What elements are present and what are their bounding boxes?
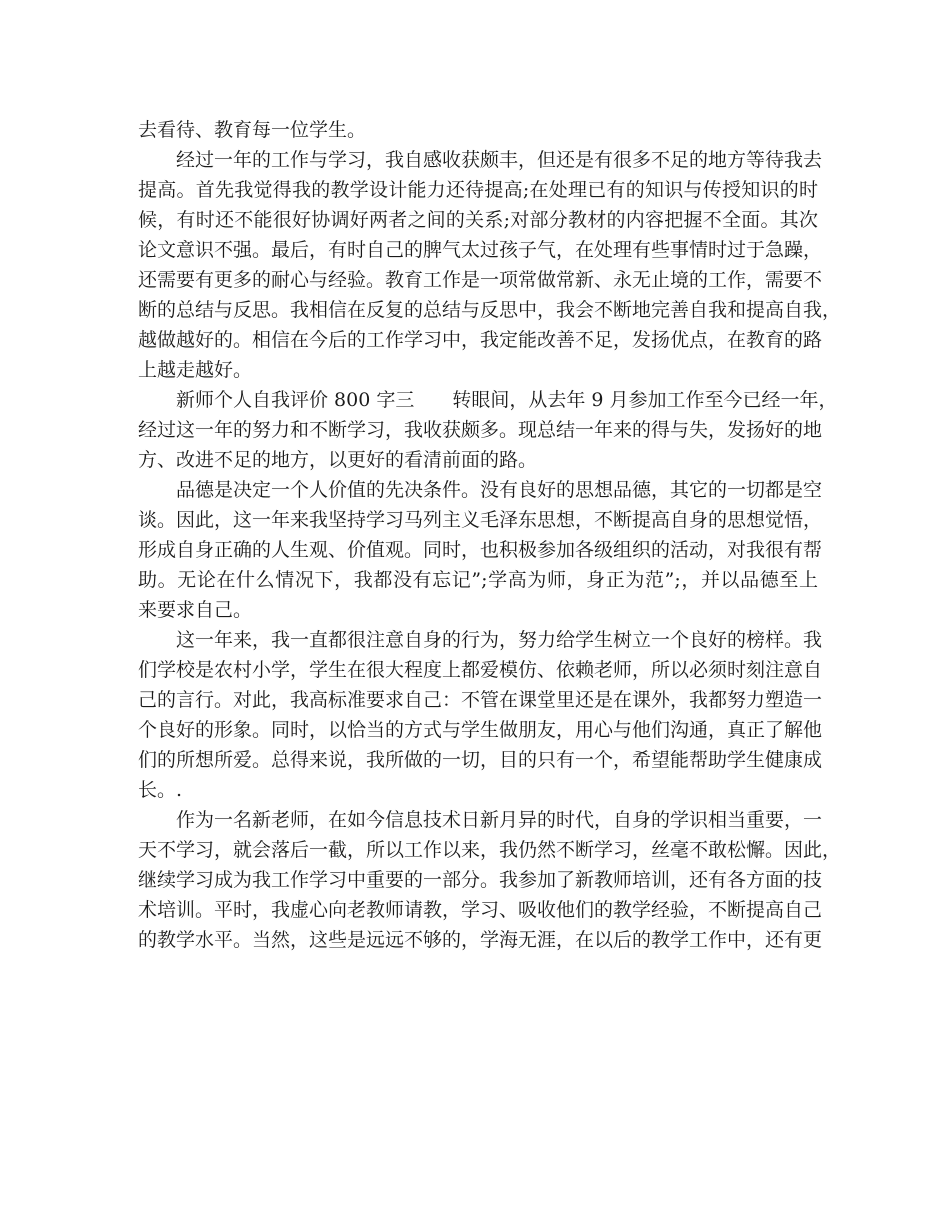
text-line: 们学校是农村小学，学生在很大程度上都爱模仿、依赖老师，所以必须时刻注意自 (138, 659, 823, 681)
text-line: 这一年来，我一直都很注意自身的行为，努力给学生树立一个良好的榜样。我 (176, 629, 823, 651)
paragraph-6 (138, 805, 842, 955)
paragraph-5 (138, 625, 823, 805)
text-line: 方、改进不足的地方，以更好的看清前面的路。 (138, 449, 538, 471)
text-line: 天不学习，就会落后一截，所以工作以来，我仍然不断学习，丝毫不敢松懈。因此， (138, 839, 842, 861)
text-line: 断的总结与反思。我相信在反复的总结与反思中，我会不断地完善自我和提高自我， (138, 299, 842, 321)
text-line: 继续学习成为我工作学习中重要的一部分。我参加了新教师培训，还有各方面的技 (138, 869, 823, 891)
paragraph-1 (138, 115, 818, 145)
text-line: 们的所想所爱。总得来说，我所做的一切，目的只有一个，希望能帮助学生健康成 (138, 749, 823, 771)
text-line: 来要求自己。 (138, 599, 253, 621)
text-line: 上越走越好。 (138, 359, 253, 381)
text-line: 作为一名新老师，在如今信息技术日新月异的时代，自身的学识相当重要，一 (176, 809, 823, 831)
text-line: 新师个人自我评价 800 字三 转眼间，从去年 9 月参加工作至今已经一年， (176, 389, 838, 411)
text-line: 候，有时还不能很好协调好两者之间的关系;对部分教材的内容把握不全面。其次 (138, 209, 818, 231)
text-line: 己的言行。对此，我高标准要求自己：不管在课堂里还是在课外，我都努力塑造一 (138, 689, 823, 711)
text-line: 论文意识不强。最后，有时自己的脾气太过孩子气，在处理有些事情时过于急躁， (138, 239, 823, 261)
text-line: 术培训。平时，我虚心向老教师请教，学习、吸收他们的教学经验，不断提高自己 (138, 899, 823, 921)
document-body (138, 115, 842, 955)
paragraph-2 (138, 145, 842, 385)
text-line: 提高。首先我觉得我的教学设计能力还待提高;在处理已有的知识与传授知识的时 (138, 179, 818, 201)
text-line: 越做越好的。相信在今后的工作学习中，我定能改善不足，发扬优点，在教育的路 (138, 329, 823, 351)
text-line: 助。无论在什么情况下，我都没有忘记”;学高为师，身正为范”;，并以品德至上 (138, 569, 818, 591)
text-line: 去看待、教育每一位学生。 (138, 119, 367, 141)
text-line: 个良好的形象。同时，以恰当的方式与学生做朋友，用心与他们沟通，真正了解他 (138, 719, 823, 741)
text-line: 形成自身正确的人生观、价值观。同时，也积极参加各级组织的活动，对我很有帮 (138, 539, 823, 561)
text-line: 谈。因此，这一年来我坚持学习马列主义毛泽东思想，不断提高自身的思想觉悟， (138, 509, 823, 531)
text-line: 经过这一年的努力和不断学习，我收获颇多。现总结一年来的得与失，发扬好的地 (138, 419, 823, 441)
text-line: 还需要有更多的耐心与经验。教育工作是一项常做常新、永无止境的工作，需要不 (138, 269, 823, 291)
text-line: 经过一年的工作与学习，我自感收获颇丰，但还是有很多不足的地方等待我去 (176, 149, 823, 171)
text-line: 品德是决定一个人价值的先决条件。没有良好的思想品德，其它的一切都是空 (176, 479, 823, 501)
text-line: 长。. (138, 779, 183, 801)
text-line: 的教学水平。当然，这些是远远不够的，学海无涯，在以后的教学工作中，还有更 (138, 929, 823, 951)
paragraph-4 (138, 475, 823, 625)
paragraph-3 (138, 385, 838, 475)
